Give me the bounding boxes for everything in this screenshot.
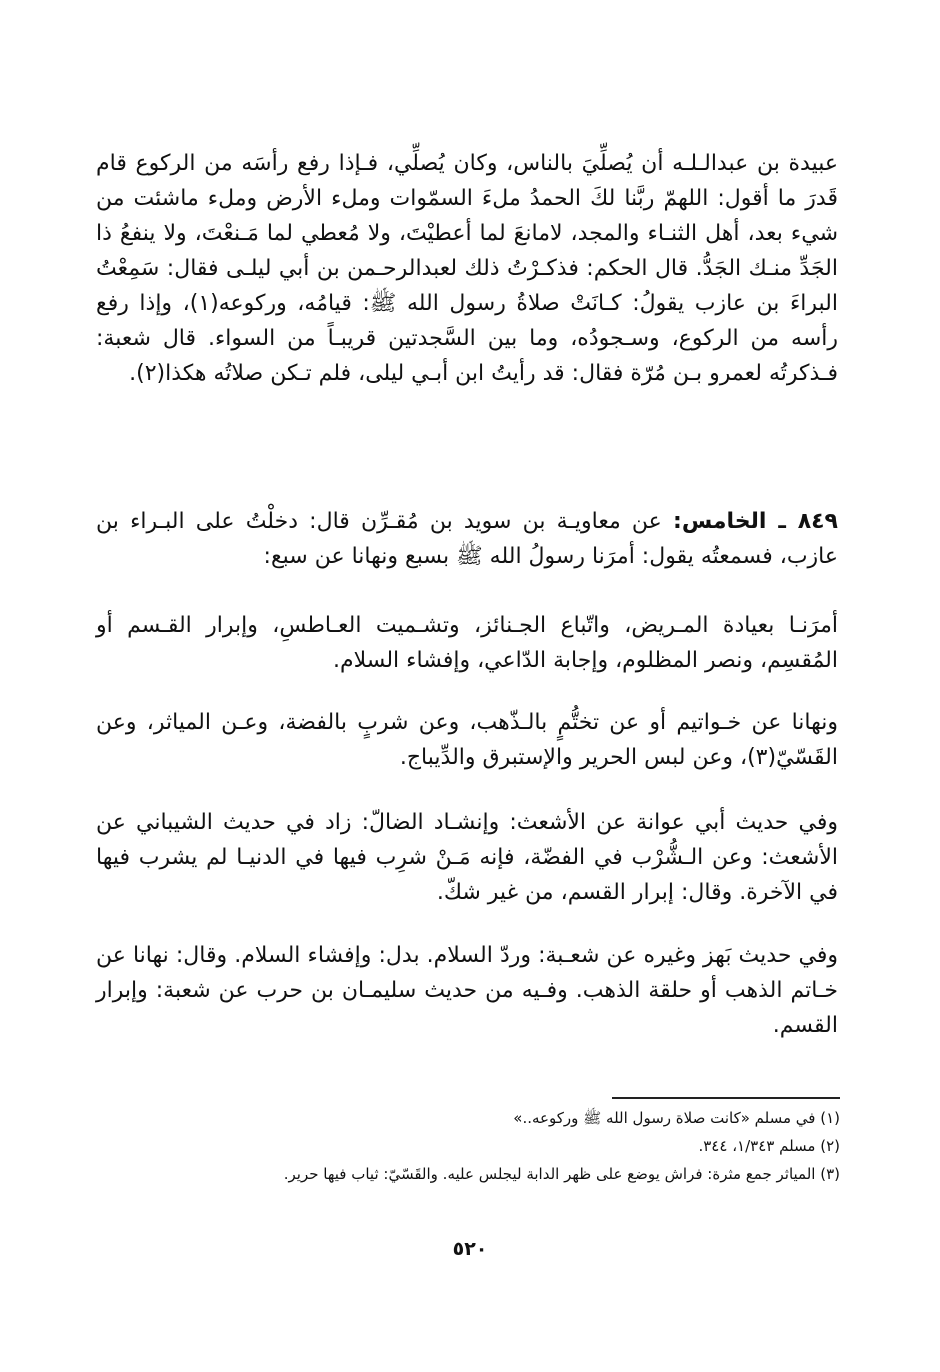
footnote-divider <box>612 1097 840 1099</box>
paragraph-hadith-continuation: عبيدة بن عبدالـلـه أن يُصلِّيَ بالناس، وكان يُصلِّي، فـإذا رفع رأسَه من الركوع قام قَدرَ ما أقول: اللهمّ ربَّنا لكَ الحمدُ ملءَ السمّوات وملء الأرض وملء ماشئت من شيء بعد، أهل الثنـاء والمجد، لامانعَ لما أعطيْتَ، ولا مُعطي لما مَـنعْتَ، ولا ينفعُ ذا الجَدِّ منـك الجَدُّ. قال الحكم: فذكـرْتُ ذلك لعبدالرحـمن بن أبي ليلـى فقال: سَمِعْتُ البراءَ بن عازب يقولُ: كـانَتْ صلاةُ رسول الله ﷺ: قيامُه، وركوعه(١)، وإذا رفع رأسه من الركوع، وسـجودُه، وما بين السَّجدتين قريبـاً من السواء. قال شعبة: فـذكرتُه لعمرو بـن مُرّة فقال: قد رأيتُ ابن أبـي ليلى، فلم تـكن صلاتُه هكذا(٢). <box>96 151 838 386</box>
hadith-number: ٨٤٩ ـ الخامس: <box>673 509 838 534</box>
paragraph-prohibitions: ونهانا عن خـواتيم أو عن تختُّمٍ بالـذّهب، وعن شربٍ بالفضة، وعـن المياثر، وعن القَسّيّ(٣)، وعن لبس الحرير والإستبرق والدِّيباج. <box>96 710 838 770</box>
paragraph-hadith-849 <box>96 504 838 574</box>
paragraph-abu-awana-narration: وفي حديث أبي عوانة عن الأشعث: وإنشـاد الضالّ: زاد في حديث الشيباني عن الأشعث: وعن الـشُّرْب في الفضّة، فإنه مَـنْ شرِب فيها في الدنيـا لم يشرب فيها في الآخرة. وقال: إبرار القسم، من غير شكّ. <box>96 810 838 905</box>
hadith-text: عن معاويـة بن سويد بن مُقـرِّن قال: دخلْتُ على البـراء بن عازب، فسمعتُه يقول: أمرَنا رسولُ الله ﷺ بسبع ونهانا عن سبع: <box>96 509 838 569</box>
page-number: ٥٢٠ <box>452 1238 488 1260</box>
paragraph-commands: أمرَنـا بعيادة المـريض، واتّباع الجـنائز، وتشـميت العـاطسِ، وإبرار القـسم أو المُقسِم، ونصر المظلوم، وإجابة الدّاعي، وإفشاء السلام. <box>96 613 838 673</box>
footnote-1: (١) في مسلم «كانت صلاة رسول الله ﷺ وركوعه..» <box>513 1109 840 1127</box>
footnote-3: (٣) المياثر جمع مثرة: فراش يوضع على ظهر الدابة ليجلس عليه. والقَسّيّ: ثياب فيها حرير. <box>283 1165 840 1183</box>
footnotes-list <box>180 1104 840 1188</box>
footnote-2: (٢) مسلم ١/٣٤٣، ٣٤٤. <box>698 1137 840 1155</box>
paragraph-bahz-narration: وفي حديث بَهز وغيره عن شعـبة: وردّ السلام. بدل: وإفشاء السلام. وقال: نهانا عن خـاتم الذهب أو حلقة الذهب. وفـيه من حديث سليمـان بن حرب عن شعبة: وإبرار القسم. <box>96 943 838 1038</box>
